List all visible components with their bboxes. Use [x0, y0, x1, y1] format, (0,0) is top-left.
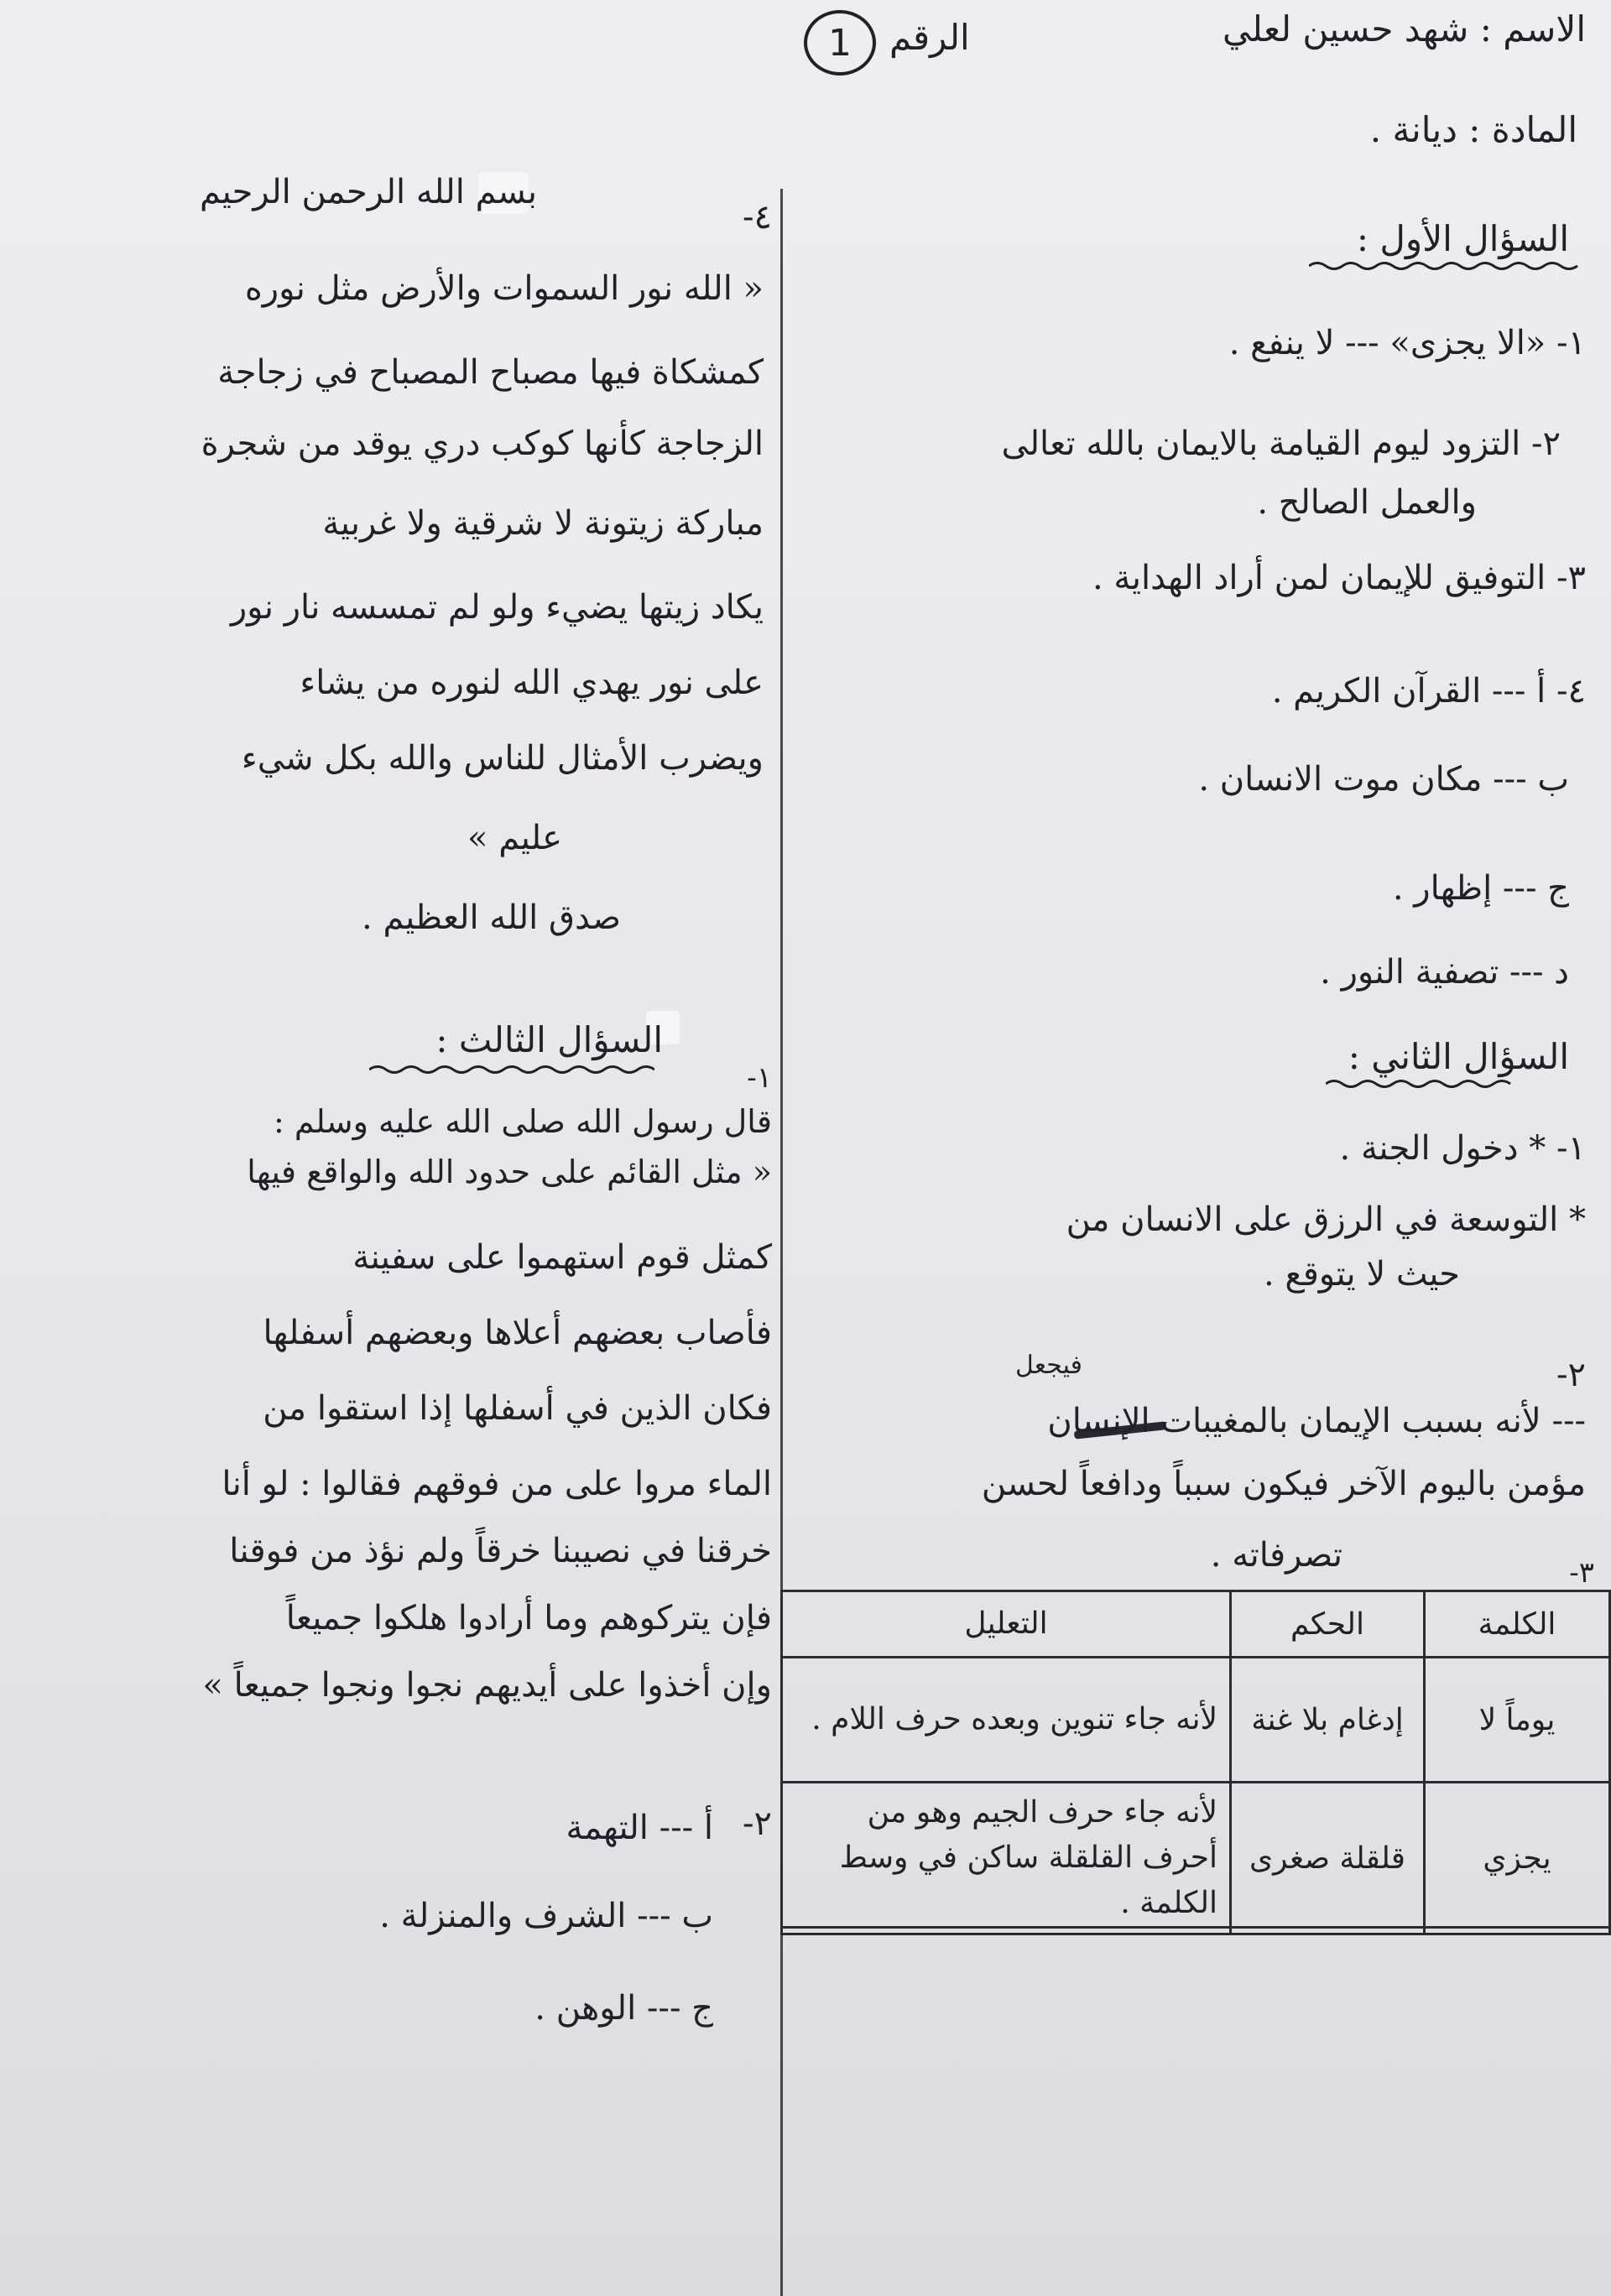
q3-hadith-line-4: فأصاب بعضهم أعلاها وبعضهم أسفلها [263, 1314, 772, 1352]
q1-line-2: ٢- التزود ليوم القيامة بالايمان بالله تعالى [1001, 424, 1561, 463]
number-label: الرقم [889, 17, 970, 58]
q2-line-7: تصرفاته . [1210, 1536, 1342, 1575]
q2-line-3: حيث لا يتوقع . [1263, 1255, 1460, 1294]
q4-verse-line-7: ويضرب الأمثال للناس والله بكل شيء [241, 739, 764, 778]
q3-hadith-line-6: الماء مروا على من فوقهم فقالوا : لو أنا [222, 1465, 772, 1503]
table-cell-word: يوماً لا [1425, 1658, 1610, 1783]
q3-title: السؤال الثالث : [435, 1019, 663, 1060]
q1-line-8: د --- تصفية النور . [1320, 953, 1569, 992]
q4-verse-line-8: عليم » [467, 819, 562, 857]
q1-line-6: ب --- مكان موت الانسان . [1198, 760, 1569, 799]
q1-underline [1309, 260, 1586, 272]
q4-closing: صدق الله العظيم . [362, 898, 621, 937]
tajweed-table [780, 1590, 1611, 1935]
q4-verse-line-1: « الله نور السموات والأرض مثل نوره [244, 269, 764, 308]
q4-verse-line-6: على نور يهدي الله لنوره من يشاء [300, 664, 764, 702]
q2-underline [1326, 1078, 1519, 1090]
column-divider [780, 189, 783, 2296]
q3-hadith-line-7: خرقنا في نصيبنا خرقاً ولم نؤذ من فوقنا [229, 1532, 772, 1570]
table-cell-rule: قلقلة صغرى [1231, 1783, 1425, 1934]
q3-hadith-line-9: وإن أخذوا على أيديهم نجوا ونجوا جميعاً » [202, 1666, 772, 1705]
q2-line-4: ٢- [1556, 1356, 1586, 1394]
table-header-rule: الحكم [1231, 1591, 1425, 1658]
table-cell-word: يجزي [1425, 1783, 1610, 1934]
table-cell-reason: لأنه جاء حرف الجيم وهو من أحرف القلقلة ساكن في وسط الكلمة . [782, 1783, 1231, 1934]
q1-line-1: ١- «الا يجزى» --- لا ينفع . [1228, 324, 1586, 362]
q2-line-6: مؤمن باليوم الآخر فيكون سبباً ودافعاً لحسن [981, 1465, 1586, 1503]
q4-verse-line-5: يكاد زيتها يضيء ولو لم تمسسه نار نور [230, 588, 764, 627]
q4-verse-line-4: مباركة زيتونة لا شرقية ولا غربية [322, 504, 764, 543]
q3-item2-line-2: ب --- الشرف والمنزلة . [379, 1897, 713, 1935]
q4-verse-line-2: كمشكاة فيها مصباح المصباح في زجاجة [217, 353, 764, 392]
q2-line-5: --- لأنه بسبب الإيمان بالمغيبات الإنسان [1047, 1402, 1586, 1440]
q3-underline [369, 1064, 654, 1075]
number-value: 1 [828, 21, 852, 65]
table-header-reason: التعليل [782, 1591, 1231, 1658]
q1-title: السؤال الأول : [1356, 218, 1569, 259]
table-cell-rule: إدغام بلا غنة [1231, 1658, 1425, 1783]
q1-line-3: والعمل الصالح . [1257, 483, 1477, 522]
q3-hadith-line-3: كمثل قوم استهموا على سفينة [352, 1238, 772, 1277]
table-row [782, 1783, 1610, 1934]
q2-title: السؤال الثاني : [1348, 1036, 1569, 1077]
q2-line-8: ٣- [1569, 1556, 1594, 1590]
q4-number: ٤- [743, 198, 772, 237]
q2-line-1: ١- * دخول الجنة . [1339, 1129, 1586, 1168]
q2-correction: فيجعل [1015, 1351, 1082, 1380]
student-name: الاسم : شهد حسين لعلي [1223, 8, 1586, 49]
table-bottom-rule [780, 1926, 1611, 1929]
q3-item2-line-1: أ --- التهمة [566, 1809, 713, 1847]
table-row [782, 1658, 1610, 1783]
number-circle [804, 10, 876, 75]
table-header-word: الكلمة [1425, 1591, 1610, 1658]
q4-basmala: بسم الله الرحمن الرحيم [199, 173, 537, 211]
table-cell-reason: لأنه جاء تنوين وبعده حرف اللام . [782, 1658, 1231, 1783]
q3-hadith-line-5: فكان الذين في أسفلها إذا استقوا من [263, 1389, 772, 1428]
q1-line-5: ٤- أ --- القرآن الكريم . [1271, 672, 1586, 711]
table-header-row [782, 1591, 1610, 1658]
q2-line-2: * التوسعة في الرزق على الانسان من [1066, 1200, 1586, 1239]
subject-line: المادة : ديانة . [1369, 109, 1577, 150]
q3-hadith-line-1: قال رسول الله صلى الله عليه وسلم : [274, 1103, 772, 1140]
q4-verse-line-3: الزجاجة كأنها كوكب دري يوقد من شجرة [201, 424, 764, 463]
q1-line-7: ج --- إظهار . [1392, 869, 1569, 908]
q3-item2-number: ٢- [743, 1804, 772, 1843]
q3-item1-number: ١- [747, 1061, 772, 1095]
q3-item2-line-3: ج --- الوهن . [534, 1989, 713, 2028]
q1-line-4: ٣- التوفيق للإيمان لمن أراد الهداية . [1092, 559, 1586, 597]
q3-hadith-line-8: فإن يتركوهم وما أرادوا هلكوا جميعاً [285, 1599, 772, 1637]
q3-hadith-line-2: « مثل القائم على حدود الله والواقع فيها [247, 1153, 772, 1190]
